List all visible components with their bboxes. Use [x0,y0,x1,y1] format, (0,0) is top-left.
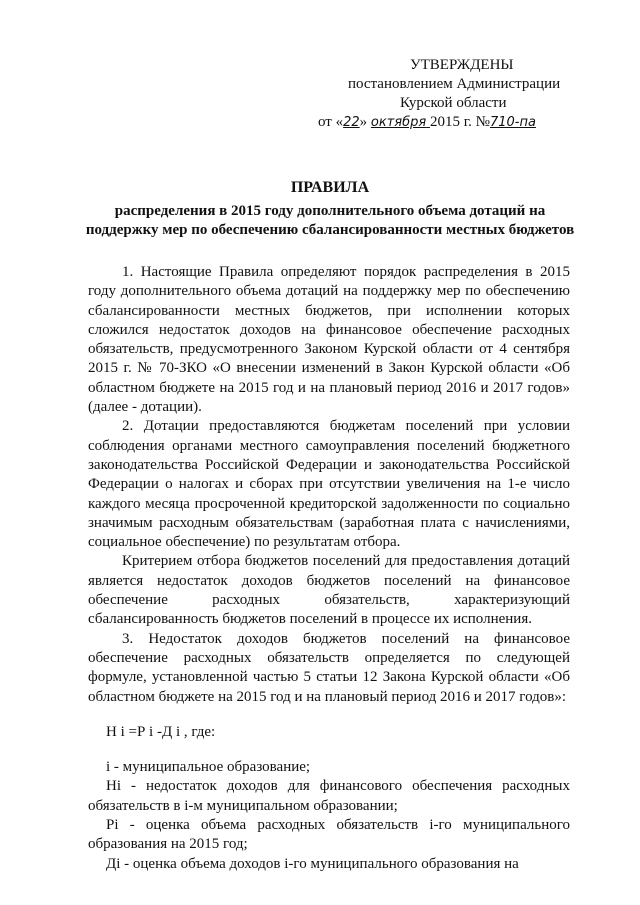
approval-line-3: Курской области [400,95,507,111]
definition-d: Дi - оценка объема доходов i-го муниципального образования на [106,855,519,872]
paragraph-3: Критерием отбора бюджетов поселений для предоставления дотаций является недостаток доходов бюджетов поселений на финансовое обеспечение расходных обязательств, характеризующий сбалансированность бюджетов поселений в процессе их исполнения. [88,553,570,628]
document-body [88,263,570,874]
handwritten-number: 710-па [489,115,536,130]
paragraph-1: 1. Настоящие Правила определяют порядок распределения в 2015 году дополнительного объема дотаций на поддержку мер по обеспечению сбалансированности местных бюджетов, при исполнении которых сложился недостаток доходов на финансовое обеспечение расходных обязательств, предусмотренного Законом Курской области от 4 сентября 2015 г. № 70-ЗКО «О внесении изменений в Закон Курской области «Об областном бюджете на 2015 год и на плановый период 2016 и 2017 годов» (далее - дотации). [88,264,570,416]
formula: Н i =Р i -Д i , где: [106,723,216,740]
approval-stamp [318,56,618,132]
handwritten-day: 22 [343,115,360,130]
definition-i: i - муниципальное образование; [106,759,311,776]
definitions [88,758,570,874]
approval-date-line [318,113,618,132]
paragraph-4: 3. Недостаток доходов бюджетов поселений на финансовое обеспечение расходных обязательств определяется по следующей формуле, установленной частью 5 статьи 12 Закона Курской области «Об областном бюджете на 2015 год и на плановый период 2016 и 2017 годов»: [88,630,570,705]
document-heading [80,178,580,240]
date-prefix: от « [318,114,344,130]
approval-line-2: постановлением Администрации [348,76,561,92]
definition-p: Рi - оценка объема расходных обязательств i-го муниципального образования на 2015 год; [88,817,570,853]
date-mid: » [359,114,371,130]
year-text: 2015 г. № [429,114,490,130]
document-title: ПРАВИЛА [290,179,370,196]
document-subtitle: распределения в 2015 году дополнительного объема дотаций на поддержку мер по обеспечению сбалансированности местных бюджетов [85,203,575,238]
handwritten-month: октября [370,115,427,130]
approval-title: УТВЕРЖДЕНЫ [410,57,514,73]
definition-h: Нi - недостаток доходов для финансового обеспечения расходных обязательств в i-м муниципальном образовании; [88,778,570,814]
paragraph-2: 2. Дотации предоставляются бюджетам поселений при условии соблюдения органами местного самоуправления поселений бюджетного законодательства Российской Федерации и законодательства Российской Федерации о налогах и сборах при отсутствии увеличения на 1-е число каждого месяца просроченной кредиторской задолженности по социально значимым расходным обязательствам (заработная плата с начислениями, социальное обеспечение) по результатам отбора. [88,418,570,551]
